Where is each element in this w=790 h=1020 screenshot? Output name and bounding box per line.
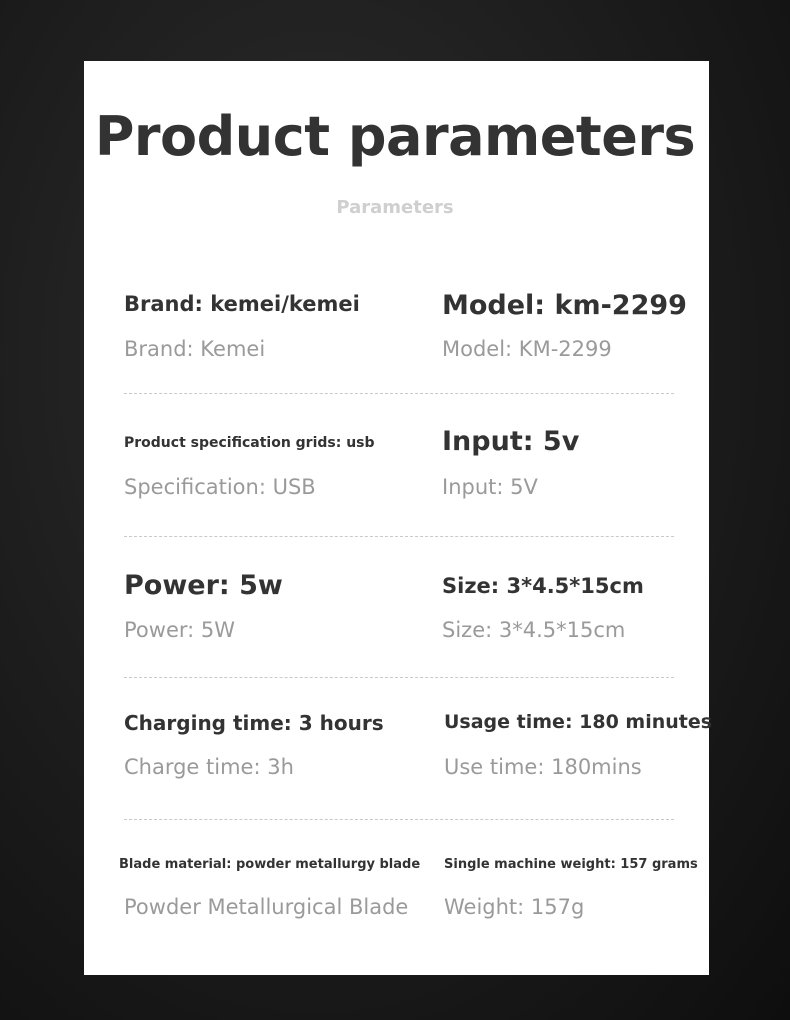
param-value: Size: 3*4.5*15cm bbox=[442, 618, 626, 642]
param-heading: Charging time: 3 hours bbox=[124, 711, 384, 735]
param-value: Specification: USB bbox=[124, 475, 316, 499]
param-value: Brand: Kemei bbox=[124, 337, 266, 361]
row-divider bbox=[124, 819, 674, 820]
param-heading: Model: km-2299 bbox=[442, 290, 687, 321]
param-heading: Product specification grids: usb bbox=[124, 435, 375, 451]
row-divider bbox=[124, 536, 674, 537]
row-divider bbox=[124, 393, 674, 394]
param-heading: Blade material: powder metallurgy blade bbox=[119, 857, 421, 872]
param-heading: Power: 5w bbox=[124, 570, 283, 601]
param-heading: Input: 5v bbox=[442, 426, 580, 457]
param-heading: Brand: kemei/kemei bbox=[124, 292, 360, 316]
page-subtitle: Parameters bbox=[336, 197, 454, 218]
param-value: Powder Metallurgical Blade bbox=[124, 895, 409, 919]
param-heading: Size: 3*4.5*15cm bbox=[442, 574, 644, 598]
row-divider bbox=[124, 677, 674, 678]
param-value: Charge time: 3h bbox=[124, 755, 294, 779]
param-value: Input: 5V bbox=[442, 475, 538, 499]
param-value: Weight: 157g bbox=[444, 895, 585, 919]
param-heading: Usage time: 180 minutes bbox=[444, 711, 713, 733]
param-value: Power: 5W bbox=[124, 618, 235, 642]
param-heading: Single machine weight: 157 grams bbox=[444, 857, 698, 872]
param-value: Use time: 180mins bbox=[444, 755, 642, 779]
page-title: Product parameters bbox=[94, 105, 696, 168]
param-value: Model: KM-2299 bbox=[442, 337, 612, 361]
